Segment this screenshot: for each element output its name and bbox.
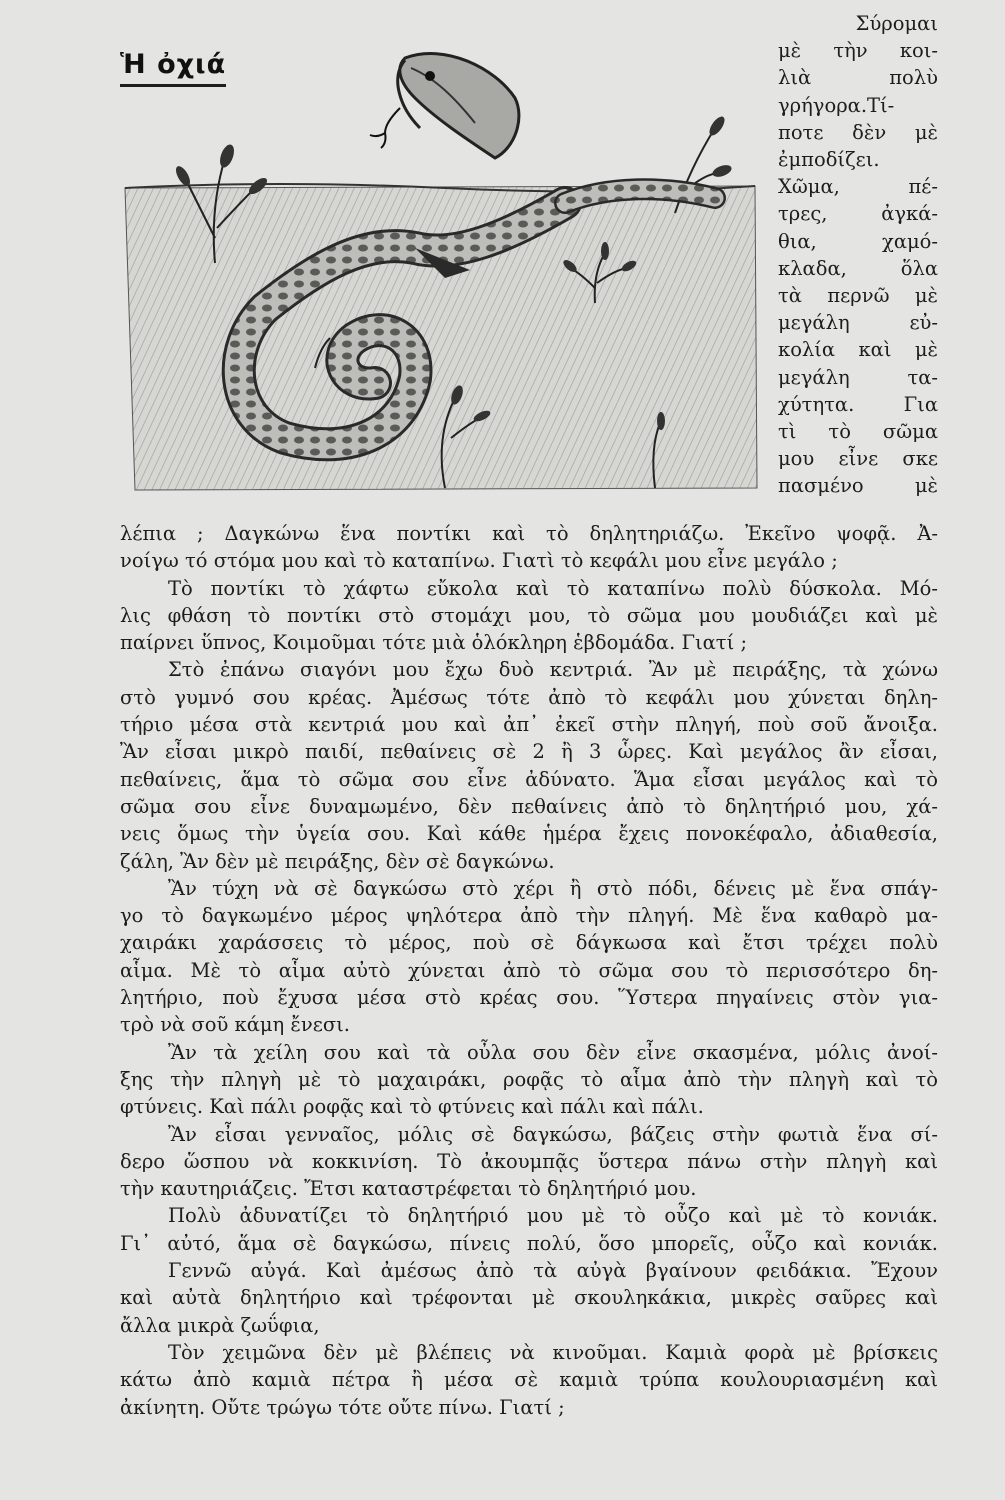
body-line: ἄλλα μικρὰ ζωΰφια, (120, 1313, 320, 1337)
body-line: λέπια ; Δαγκώνω ἕνα ποντίκι καὶ τὸ δηλητηριάζω. Ἐκεῖνο ψοφᾷ. Ἀ- (120, 522, 938, 545)
body-line: Γι᾿ αὐτό, ἅμα σὲ δαγκώσω, πίνεις πολύ, ὅσο μπορεῖς, οὖζο καὶ κονιάκ. (120, 1231, 938, 1255)
body-line: αἷμα. Μὲ τὸ αἷμα αὐτὸ χύνεται ἀπὸ τὸ σῶμα σου τὸ περισσότερο δη- (120, 958, 938, 982)
body-line: πεθαίνεις, ἅμα τὸ σῶμα σου εἶνε ἀδύνατο. Ἅμα εἶσαι μεγάλος καὶ τὸ (120, 767, 938, 791)
body-line: στὸ γυμνό σου κρέας. Ἀμέσως τότε ἀπὸ τὸ κεφάλι μου χύνεται δηλη- (120, 685, 938, 709)
body-line: νοίγω τό στόμα μου καὶ τὸ καταπίνω. Γιατὶ τὸ κεφάλι μου εἶνε μεγάλο ; (120, 549, 838, 573)
body-line: χαιράκι χαράσσεις τὸ μέρος, ποὺ σὲ δάγκωσα καὶ ἔτσι τρέχει πολὺ (120, 931, 938, 955)
body-line: Στὸ ἐπάνω σιαγόνι μου ἔχω δυὸ κεντριά. Ἂν μὲ πειράξης, τὰ χώνω (168, 658, 938, 682)
body-line: Ἂν τύχη νὰ σὲ δαγκώσω στὸ χέρι ἢ στὸ πόδι, δένεις μὲ ἕνα σπάγ- (168, 876, 938, 900)
body-line: φτύνεις. Καὶ πάλι ροφᾷς καὶ τὸ φτύνεις καὶ πάλι καὶ πάλι. (120, 1095, 704, 1119)
side-line: ποτε δὲν μὲ (778, 120, 938, 144)
body-line: ξης τὴν πληγὴ μὲ τὸ μαχαιράκι, ροφᾷς τὸ αἷμα ἀπὸ τὴν πληγὴ καὶ τὸ (120, 1067, 938, 1091)
side-line: τὶ τὸ σῶμα (778, 420, 938, 444)
body-line: παίρνει ὕπνος, Κοιμοῦμαι τότε μιὰ ὁλόκληρη ἑβδομάδα. Γιατί ; (120, 631, 748, 655)
side-line: τρες, ἀγκά- (778, 202, 938, 226)
side-line: τὰ περνῶ μὲ (778, 284, 938, 308)
side-line: μεγάλη εὐ- (778, 311, 938, 335)
body-text (120, 520, 938, 1421)
body-line: λητήριο, ποὺ ἔχυσα μέσα στὸ κρέας σου. Ὕστερα πηγαίνεις στὸν για- (120, 986, 938, 1010)
body-line: τὴν καυτηριάζεις. Ἔτσι καταστρέφεται τὸ δηλητήριό μου. (120, 1177, 697, 1201)
body-line: νεις ὅμως τὴν ὑγεία σου. Καὶ κάθε ἡμέρα ἔχεις πονοκέφαλο, ἀδιαθεσία, (120, 822, 938, 846)
body-line: καὶ αὐτὰ δηλητήριο καὶ τρέφονται μὲ σκουληκάκια, μικρὲς σαῦρες καὶ (120, 1286, 938, 1310)
side-line: πασμένο μὲ (778, 474, 938, 498)
side-line: ἐμποδίζει. (778, 148, 880, 172)
body-line: ἀκίνητη. Οὔτε τρώγω τότε οὔτε πίνω. Γιατί ; (120, 1395, 565, 1419)
body-line: Πολὺ ἀδυνατίζει τὸ δηλητήριό μου μὲ τὸ οὖζο καὶ μὲ τὸ κονιάκ. (168, 1204, 938, 1228)
side-line: μου εἶνε σκε (778, 447, 938, 471)
snake-illustration (115, 38, 775, 508)
body-line: Τὸν χειμῶνα δὲν μὲ βλέπεις νὰ κινοῦμαι. Καμιὰ φορὰ μὲ βρίσκεις (168, 1340, 938, 1364)
side-column (778, 10, 938, 500)
side-line: γρήγορα.Τί- (778, 93, 895, 117)
body-line: σῶμα σου εἶνε δυναμωμένο, δὲν πεθαίνεις ἀπὸ τὸ δηλητήριό μου, χά- (120, 794, 938, 818)
side-line: Χῶμα, πέ- (778, 175, 938, 199)
body-line: Ἂν εἶσαι γενναῖος, μόλις σὲ δαγκώσω, βάζεις στὴν φωτιὰ ἕνα σί- (168, 1122, 938, 1146)
side-line: Σύρομαι (855, 12, 938, 35)
body-line: τρὸ νὰ σοῦ κάμη ἔνεσι. (120, 1013, 351, 1037)
body-line: τήριο μέσα στὰ κεντριά μου καὶ ἀπ᾿ ἐκεῖ στὴν πληγή, ποὺ σοῦ ἄνοιξα. (120, 713, 938, 737)
side-line: λιὰ πολὺ (778, 66, 938, 90)
body-line: γο τὸ δαγκωμένο μέρος ψηλότερα ἀπὸ τὴν πληγή. Μὲ ἕνα καθαρὸ μα- (120, 904, 938, 928)
side-line: θια, χαμό- (778, 229, 938, 253)
side-line: μεγάλη τα- (778, 365, 938, 389)
body-line: Ἂν εἶσαι μικρὸ παιδί, πεθαίνεις σὲ 2 ἢ 3 ὧρες. Καὶ μεγάλος ἂν εἶσαι, (120, 740, 938, 764)
body-line: δερο ὥσπου νὰ κοκκινίση. Τὸ ἀκουμπᾷς ὕστερα πάνω στὴν πληγὴ καὶ (120, 1149, 938, 1173)
side-line: κλαδα, ὅλα (778, 256, 938, 280)
body-line: ζάλη, Ἂν δὲν μὲ πειράξης, δὲν σὲ δαγκώνω. (120, 849, 555, 873)
body-line: Ἂν τὰ χείλη σου καὶ τὰ οὖλα σου δὲν εἶνε σκασμένα, μόλις ἀνοί- (168, 1040, 938, 1064)
side-line: χύτητα. Για (778, 392, 938, 416)
body-line: λις φθάση τὸ ποντίκι στὸ στομάχι μου, τὸ σῶμα μου μουδιάζει καὶ μὲ (120, 603, 938, 627)
body-line: Γεννῶ αὐγά. Καὶ ἀμέσως ἀπὸ τὰ αὐγὰ βγαίνουν φειδάκια. Ἔχουν (168, 1259, 938, 1283)
body-line: κάτω ἀπὸ καμιὰ πέτρα ἢ μέσα σὲ καμιὰ τρύπα κουλουριασμένη καὶ (120, 1368, 938, 1392)
side-line: μὲ τὴν κοι- (778, 39, 938, 63)
side-line: κολία καὶ μὲ (778, 338, 938, 362)
body-line: Τὸ ποντίκι τὸ χάφτω εὔκολα καὶ τὸ καταπίνω πολὺ δύσκολα. Μό- (168, 576, 938, 600)
page-title: Ἡ ὀχιά (120, 48, 226, 87)
